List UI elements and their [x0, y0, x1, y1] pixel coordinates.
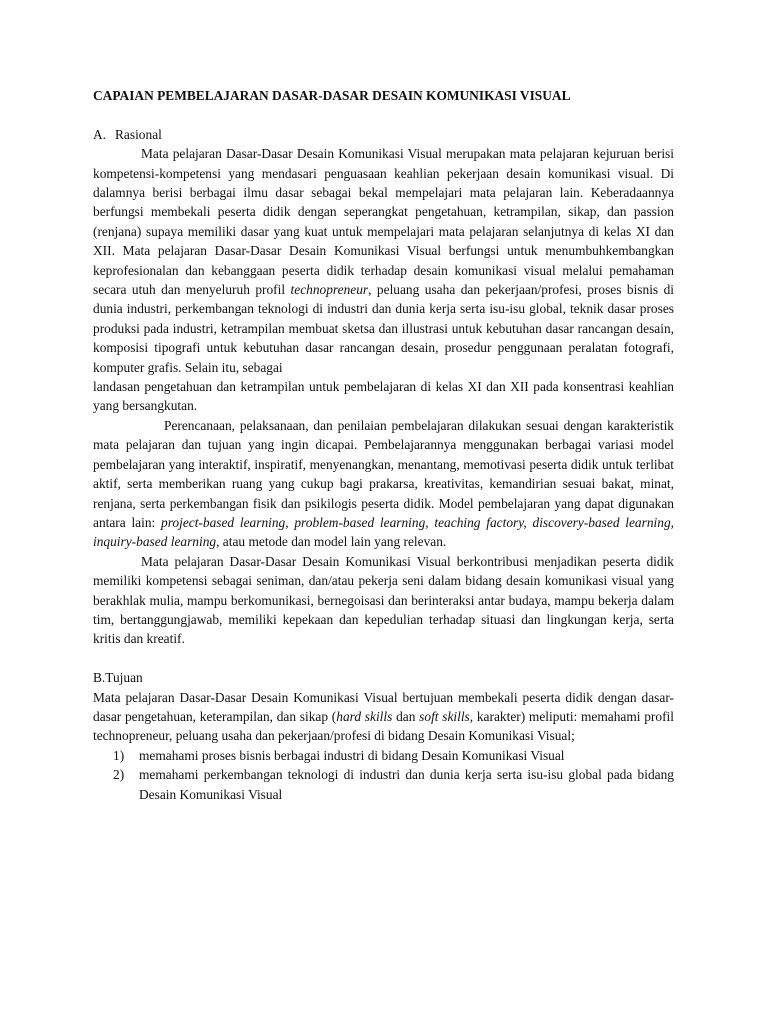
- tujuan-paragraph-1: [93, 688, 674, 746]
- tujuan-p1-emphasis-1: hard skills: [336, 708, 393, 724]
- tujuan-p1-emphasis-2: soft skills,: [419, 708, 474, 724]
- section-a-heading: [93, 125, 674, 144]
- list-item: [93, 765, 674, 804]
- list-item-number: 2): [113, 767, 125, 783]
- rasional-paragraph-2: [93, 416, 674, 552]
- list-item-text: memahami proses bisnis berbagai industri di bidang Desain Komunikasi Visual: [139, 747, 565, 763]
- section-spacer: [93, 649, 674, 668]
- rasional-paragraph-1-continued: landasan pengetahuan dan ketrampilan untuk pembelajaran di kelas XI dan XII pada konsentrasi keahlian yang bersangkutan.: [93, 379, 674, 414]
- rasional-paragraph-3: Mata pelajaran Dasar-Dasar Desain Komunikasi Visual berkontribusi menjadikan peserta didik memiliki kompetensi sebagai seniman, dan/atau pekerja seni dalam bidang desain komunikasi visual yang berakhlak mulia, mampu berkomunikasi, bernegoisasi dan berinteraksi antar budaya, mampu bekerja dalam tim, bertanggungjawab, memiliki kepekaan dan kepedulian terhadap situasi dan lingkungan kerja, serta kritis dan kreatif.: [93, 553, 674, 647]
- document-body: [93, 86, 674, 804]
- document-title: CAPAIAN PEMBELAJARAN DASAR-DASAR DESAIN KOMUNIKASI VISUAL: [93, 88, 571, 103]
- tujuan-p1-text-mid: dan: [392, 708, 420, 724]
- section-a-title: Rasional: [115, 126, 162, 142]
- section-a-number: A.: [93, 126, 107, 142]
- rasional-p1-text-b: , peluang usaha dan pekerjaan/profesi, proses bisnis di dunia industri, perkembangan teknologi di industri dan dunia kerja serta isu-isu global, teknik dasar proses produksi pada industri, ketrampilan membuat sketsa dan illustrasi untuk kebutuhan dasar rancangan desain, komposisi tipografi untuk kebutuhan dasar rancangan desain, prosedur penggunaan peralatan fotografi, komputer grafis. Selain itu, sebagai: [93, 282, 675, 375]
- list-item-text: memahami perkembangan teknologi di industri dan dunia kerja serta isu-isu global pada bidang Desain Komunikasi Visual: [139, 767, 674, 802]
- rasional-p1-text-a: Mata pelajaran Dasar-Dasar Desain Komunikasi Visual merupakan mata pelajaran kejuruan berisi kompetensi-kompetensi yang mendasari penguasaan keahlian pekerjaan desain komunikasi visual. Di dalamnya berisi berbagai ilmu dasar sebagai bekal mempelajari mata pelajaran lain. Keberadaannya berfungsi membekali peserta didik dengan seperangkat pengetahuan, ketrampilan, sikap, dan passion (renjana) supaya memiliki dasar yang kuat untuk mempelajari mata pelajaran selanjutnya di kelas XI dan XII. Mata pelajaran Dasar-Dasar Desain Komunikasi Visual berfungsi untuk menumbuhkembangkan keprofesionalan dan kebanggaan peserta didik terhadap desain komunikasi visual melalui pemahaman secara utuh dan menyeluruh profil: [93, 146, 674, 298]
- rasional-p2-text-b: , atau metode dan model lain yang relevan.: [216, 534, 447, 550]
- rasional-paragraph-1: [93, 144, 674, 377]
- rasional-p1-emphasis: technopreneur: [290, 282, 369, 298]
- tujuan-p1-text-a: Mata pelajaran Dasar-Dasar Desain Komunikasi Visual bertujuan membekali peserta didik dengan dasar-dasar pengetahuan, keterampilan, dan sikap (: [93, 689, 674, 724]
- list-item-number: 1): [113, 747, 125, 763]
- rasional-p2-text-a: Perencanaan, pelaksanaan, dan penilaian pembelajaran dilakukan sesuai dengan karakteristik mata pelajaran dan tujuan yang ingin dicapai. Pembelajarannya menggunakan berbagai variasi model pembelajaran yang interaktif, inspiratif, menyenangkan, menantang, memotivasi peserta didik untuk terlibat aktif, serta memberikan ruang yang cukup bagi prakarsa, kreativitas, kemandirian sesuai bakat, minat, renjana, serta perkembangan fisik dan psikilogis peserta didik. Model pembelajaran yang dapat digunakan antara lain:: [93, 417, 674, 530]
- section-b-heading: B.Tujuan: [93, 670, 143, 686]
- list-item: [93, 746, 674, 765]
- tujuan-list: [93, 746, 674, 804]
- tujuan-p1-text-b: karakter) meliputi: memahami profil technopreneur, peluang usaha dan pekerjaan/profesi di bidang Desain Komunikasi Visual;: [93, 708, 674, 744]
- rasional-p2-emphasis: project-based learning, problem-based learning, teaching factory, discovery-based learning, inquiry-based learning: [93, 514, 674, 550]
